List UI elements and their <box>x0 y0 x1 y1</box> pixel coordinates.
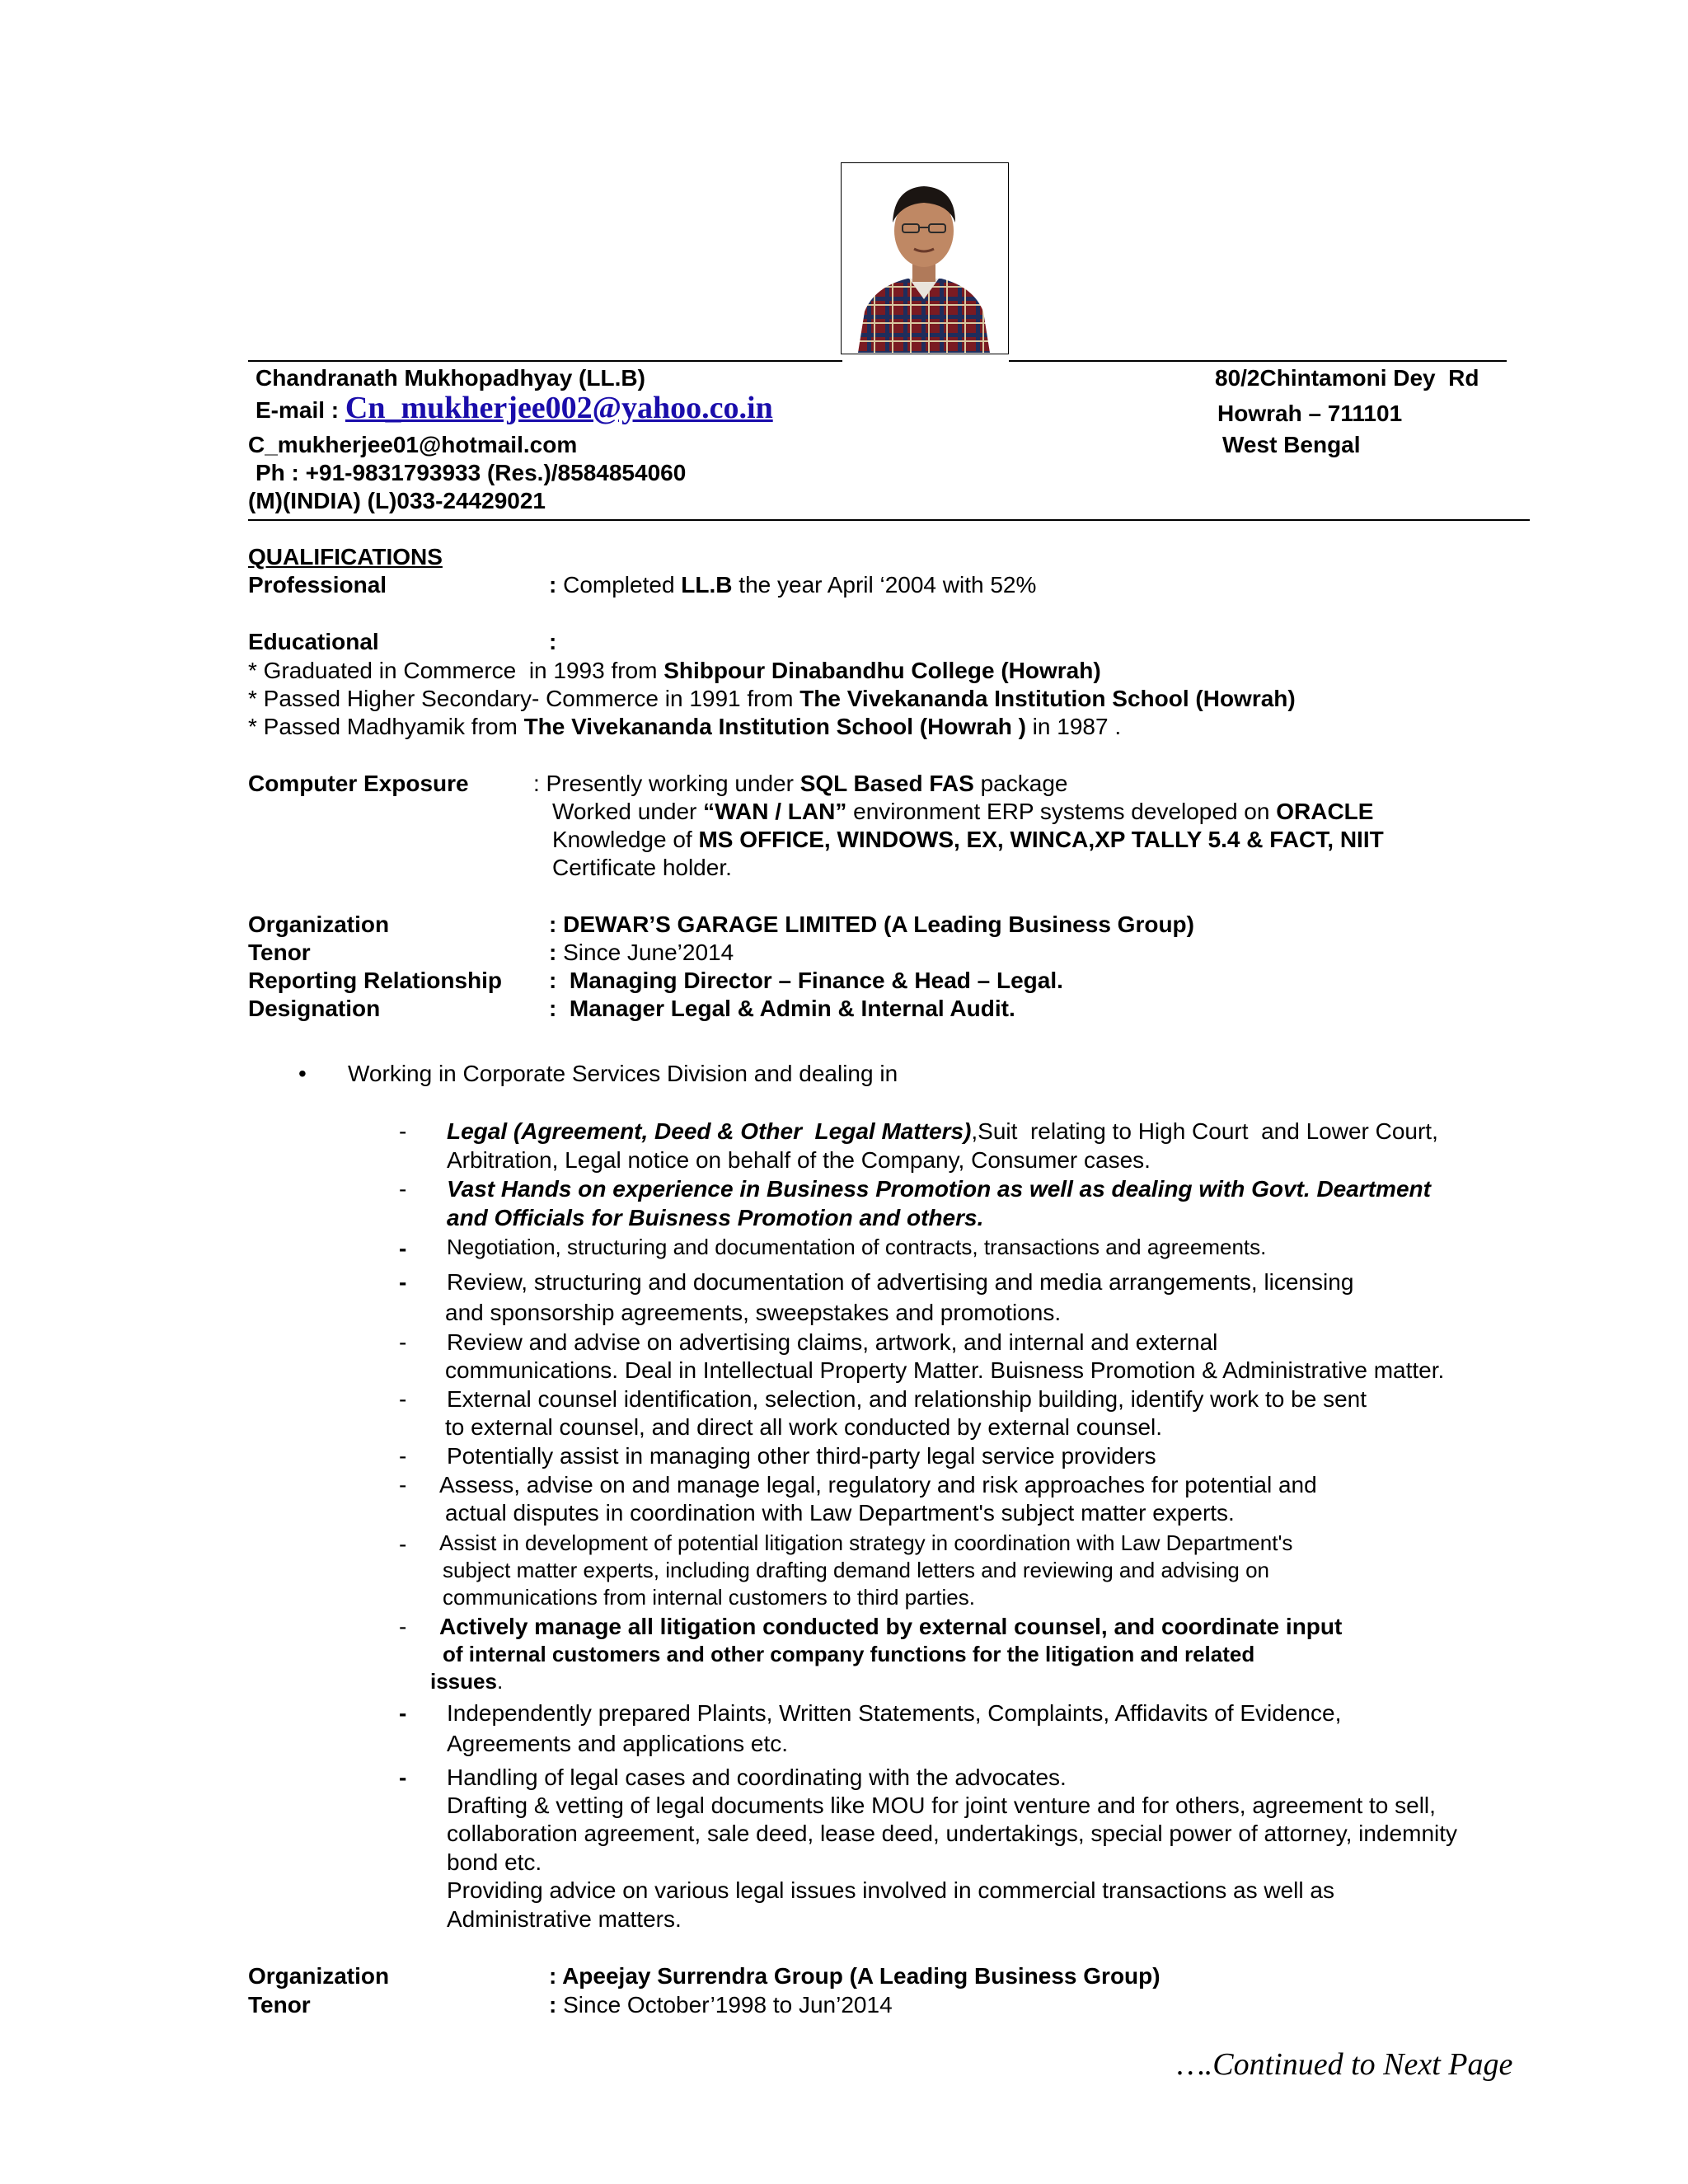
professional-post: the year April ‘2004 with 52% <box>732 572 1037 598</box>
duty-dash: - <box>399 1176 407 1202</box>
education-item-2-text: * Passed Higher Secondary- Commerce in 1991 from <box>248 686 800 711</box>
computer-line-2-bold-2: ORACLE <box>1276 799 1374 824</box>
duty-dash: - <box>399 1614 407 1639</box>
educational-colon: : <box>549 629 557 654</box>
computer-line-3-bold: MS OFFICE, WINDOWS, EX, WINCA,XP TALLY 5.4 & FACT, NIIT <box>698 827 1384 852</box>
education-item-3-text: * Passed Madhyamik from <box>248 714 524 739</box>
duty-item-9-line-2: subject matter experts, including drafting demand letters and reviewing and advising on <box>443 1558 1270 1582</box>
phone-line-1: Ph : +91-9831793933 (Res.)/8584854060 <box>256 460 687 485</box>
education-item-1-institution: Shibpour Dinabandhu College (Howrah) <box>663 658 1101 683</box>
duty-dash: - <box>399 1700 407 1726</box>
computer-line-2-text: Worked under <box>552 799 704 824</box>
duty-item-8-line-2: actual disputes in coordination with Law Department's subject matter experts. <box>445 1500 1235 1526</box>
duty-item-1-rest: ,Suit relating to High Court and Lower Court, <box>971 1118 1438 1144</box>
job1-tenor-text: Since June’2014 <box>563 940 734 965</box>
duty-item-5-line-1: Review and advise on advertising claims, artwork, and internal and external <box>447 1329 1218 1355</box>
job1-division-bullet: Working in Corporate Services Division and dealing in <box>348 1061 898 1086</box>
duty-item-10-line-2: of internal customers and other company functions for the litigation and related <box>443 1642 1255 1666</box>
bullet-icon: • <box>298 1061 307 1086</box>
duty-item-3: Negotiation, structuring and documentation of contracts, transactions and agreements. <box>447 1235 1267 1259</box>
duty-dash: - <box>399 1765 407 1790</box>
address-line-3: West Bengal <box>1222 432 1361 457</box>
job1-reporting-label: Reporting Relationship <box>248 968 502 993</box>
job2-tenor-colon: : <box>549 1992 564 2018</box>
job1-org-label: Organization <box>248 912 390 937</box>
computer-line-1-bold: SQL Based FAS <box>799 771 974 796</box>
duty-item-12-line-5: Providing advice on various legal issues involved in commercial transactions as well as <box>447 1877 1334 1903</box>
professional-label: Professional <box>248 572 387 598</box>
address-line-1: 80/2Chintamoni Dey Rd <box>1215 365 1479 391</box>
email-label: E-mail : <box>256 397 345 423</box>
computer-exposure-label: Computer Exposure <box>248 771 469 796</box>
duty-item-5-line-2: communications. Deal in Intellectual Property Matter. Buisness Promotion & Administrative matter. <box>445 1357 1445 1383</box>
duty-dash: - <box>399 1531 407 1557</box>
educational-label: Educational <box>248 629 379 654</box>
duty-item-10-line-3 <box>430 1668 1526 1695</box>
duty-item-12-line-3: collaboration agreement, sale deed, lease deed, undertakings, special power of attorney, indemnity <box>447 1821 1458 1846</box>
job2-tenor-value <box>549 1990 893 2019</box>
education-item-3-year: in 1987 . <box>1025 714 1122 739</box>
duty-dash: - <box>399 1329 407 1355</box>
duty-dash: - <box>399 1386 407 1412</box>
duty-item-9-line-1: Assist in development of potential litigation strategy in coordination with Law Department's <box>439 1530 1293 1555</box>
email-primary-link[interactable]: Cn_mukherjee002@yahoo.co.in <box>345 391 773 425</box>
job1-reporting-value: : Managing Director – Finance & Head – Legal. <box>549 968 1063 993</box>
duty-dash: - <box>399 1443 407 1469</box>
duty-item-10-period: . <box>496 1669 504 1694</box>
duty-item-6-line-1: External counsel identification, selection, and relationship building, identify work to be sent <box>447 1386 1367 1412</box>
candidate-name: Chandranath Mukhopadhyay (LL.B) <box>256 365 645 391</box>
continued-note: ….Continued to Next Page <box>1177 2047 1513 2082</box>
duty-item-8-line-1: Assess, advise on and manage legal, regulatory and risk approaches for potential and <box>439 1472 1317 1497</box>
professional-colon: : <box>549 572 564 598</box>
duty-item-12-line-4: bond etc. <box>447 1849 542 1875</box>
duty-dash: - <box>399 1269 407 1295</box>
duty-item-12-line-2: Drafting & vetting of legal documents like MOU for joint venture and for others, agreement to sell, <box>447 1793 1436 1818</box>
computer-line-2-bold: “WAN / LAN” <box>703 799 847 824</box>
education-item-2-institution: The Vivekananda Institution School (Howrah) <box>799 686 1296 711</box>
duty-item-1-line-1 <box>447 1117 1543 1146</box>
duty-item-9-line-3: communications from internal customers to third parties. <box>443 1585 975 1610</box>
computer-line-1-text: : Presently working under <box>533 771 800 796</box>
education-item-3-institution: The Vivekananda Institution School (Howrah ) <box>523 714 1026 739</box>
duty-item-1-emphasis: Legal (Agreement, Deed & Other Legal Matters) <box>447 1118 972 1144</box>
email-secondary: C_mukherjee01@hotmail.com <box>248 432 578 457</box>
job1-designation-value: : Manager Legal & Admin & Internal Audit. <box>549 996 1015 1021</box>
professional-degree: LL.B <box>681 572 733 598</box>
duty-item-4-line-2: and sponsorship agreements, sweepstakes and promotions. <box>445 1300 1062 1325</box>
duty-item-4-line-1: Review, structuring and documentation of advertising and media arrangements, licensing <box>447 1269 1354 1295</box>
job2-tenor-text: Since October’1998 to Jun’2014 <box>563 1992 893 2018</box>
job1-tenor-colon: : <box>549 940 564 965</box>
job1-designation-label: Designation <box>248 996 381 1021</box>
job2-org-label: Organization <box>248 1963 390 1989</box>
computer-line-1-post: package <box>973 771 1068 796</box>
duty-item-10-line-1: Actively manage all litigation conducted by external counsel, and coordinate input <box>439 1614 1343 1639</box>
computer-line-2-mid: environment ERP systems developed on <box>846 799 1277 824</box>
duty-item-10-issues: issues <box>430 1669 497 1694</box>
duty-item-6-line-2: to external counsel, and direct all work conducted by external counsel. <box>445 1414 1163 1440</box>
duty-item-12-line-1: Handling of legal cases and coordinating with the advocates. <box>447 1765 1067 1790</box>
job2-org-value: : Apeejay Surrendra Group (A Leading Business Group) <box>549 1963 1160 1989</box>
education-item-1-text: * Graduated in Commerce in 1993 from <box>248 658 664 683</box>
duty-item-2-line-2: and Officials for Buisness Promotion and others. <box>447 1205 984 1230</box>
duty-item-12-line-6: Administrative matters. <box>447 1906 682 1932</box>
duty-item-7: Potentially assist in managing other third-party legal service providers <box>447 1443 1156 1469</box>
section-heading-qualifications: QUALIFICATIONS <box>248 544 443 569</box>
duty-item-11-line-1: Independently prepared Plaints, Written Statements, Complaints, Affidavits of Evidence, <box>447 1700 1342 1726</box>
duty-dash: - <box>399 1118 407 1144</box>
computer-line-3-text: Knowledge of <box>552 827 699 852</box>
duty-dash: - <box>399 1472 407 1497</box>
job2-tenor-label: Tenor <box>248 1992 311 2018</box>
professional-pre: Completed <box>563 572 682 598</box>
duty-item-11-line-2: Agreements and applications etc. <box>447 1731 789 1756</box>
job1-tenor-label: Tenor <box>248 940 311 965</box>
computer-line-4: Certificate holder. <box>552 855 732 880</box>
duty-dash: - <box>399 1235 407 1261</box>
phone-line-2: (M)(INDIA) (L)033-24429021 <box>248 488 546 513</box>
address-line-2: Howrah – 711101 <box>1217 401 1403 426</box>
duty-item-1-line-2: Arbitration, Legal notice on behalf of the Company, Consumer cases. <box>447 1147 1151 1173</box>
job1-org-value: : DEWAR’S GARAGE LIMITED (A Leading Business Group) <box>549 912 1194 937</box>
duty-item-2-line-1: Vast Hands on experience in Business Promotion as well as dealing with Govt. Deartment <box>447 1176 1431 1202</box>
